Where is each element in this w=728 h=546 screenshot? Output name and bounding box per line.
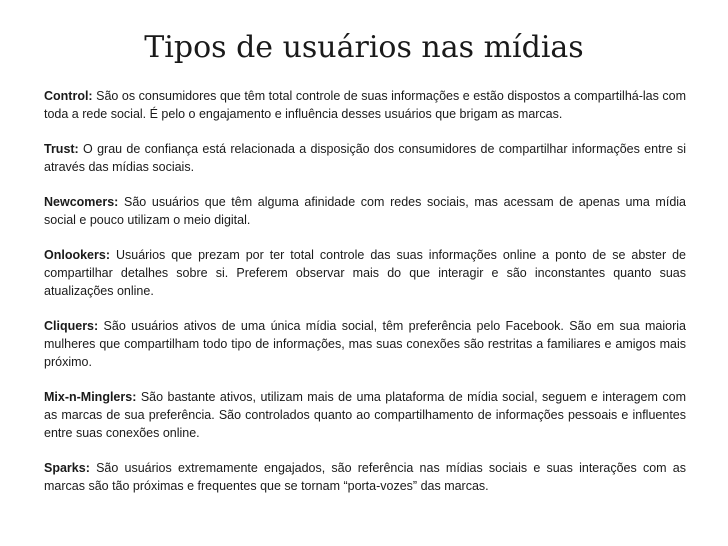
item-control [44,87,686,123]
item-term: Newcomers: [44,195,119,209]
item-trust [44,140,686,176]
item-text: São usuários que têm alguma afinidade com redes sociais, mas acessam de apenas uma mídia social e pouco utilizam o meio digital. [44,195,686,227]
item-text: São os consumidores que têm total controle de suas informações e estão dispostos a compartilhá-las com toda a rede social. É pelo o engajamento e influência desses usuários que brigam as marcas. [44,89,686,121]
item-text: Usuários que prezam por ter total controle das suas informações online a ponto de se abster de compartilhar detalhes sobre si. Preferem observar mais do que interagir e são inconstantes quanto suas atualizações online. [44,248,686,298]
item-cliquers [44,317,686,371]
slide-title: Tipos de usuários nas mídias [144,30,584,65]
item-text: São usuários ativos de uma única mídia social, têm preferência pelo Facebook. São em sua maioria mulheres que compartilham todo tipo de informações, mas suas conexões são restritas a familiares e amigos mais próximo. [44,319,686,369]
item-term: Trust: [44,142,79,156]
item-term: Onlookers: [44,248,110,262]
item-text: São bastante ativos, utilizam mais de uma plataforma de mídia social, seguem e interagem com as marcas de sua preferência. São controlados quanto ao compartilhamento de informações pessoais e influentes entre suas conexões online. [44,390,686,440]
item-term: Sparks: [44,461,90,475]
item-term: Cliquers: [44,319,99,333]
item-mix-n-minglers [44,388,686,442]
item-text: São usuários extremamente engajados, são referência nas mídias sociais e suas interações com as marcas são tão próximas e frequentes que se tornam “porta-vozes” das marcas. [44,461,686,493]
item-term: Control: [44,89,93,103]
item-term: Mix-n-Minglers: [44,390,137,404]
item-text: O grau de confiança está relacionada a disposição dos consumidores de compartilhar informações entre si através das mídias sociais. [44,142,686,174]
item-newcomers [44,193,686,229]
item-sparks [44,459,686,495]
content-body [44,87,686,512]
item-onlookers [44,246,686,300]
